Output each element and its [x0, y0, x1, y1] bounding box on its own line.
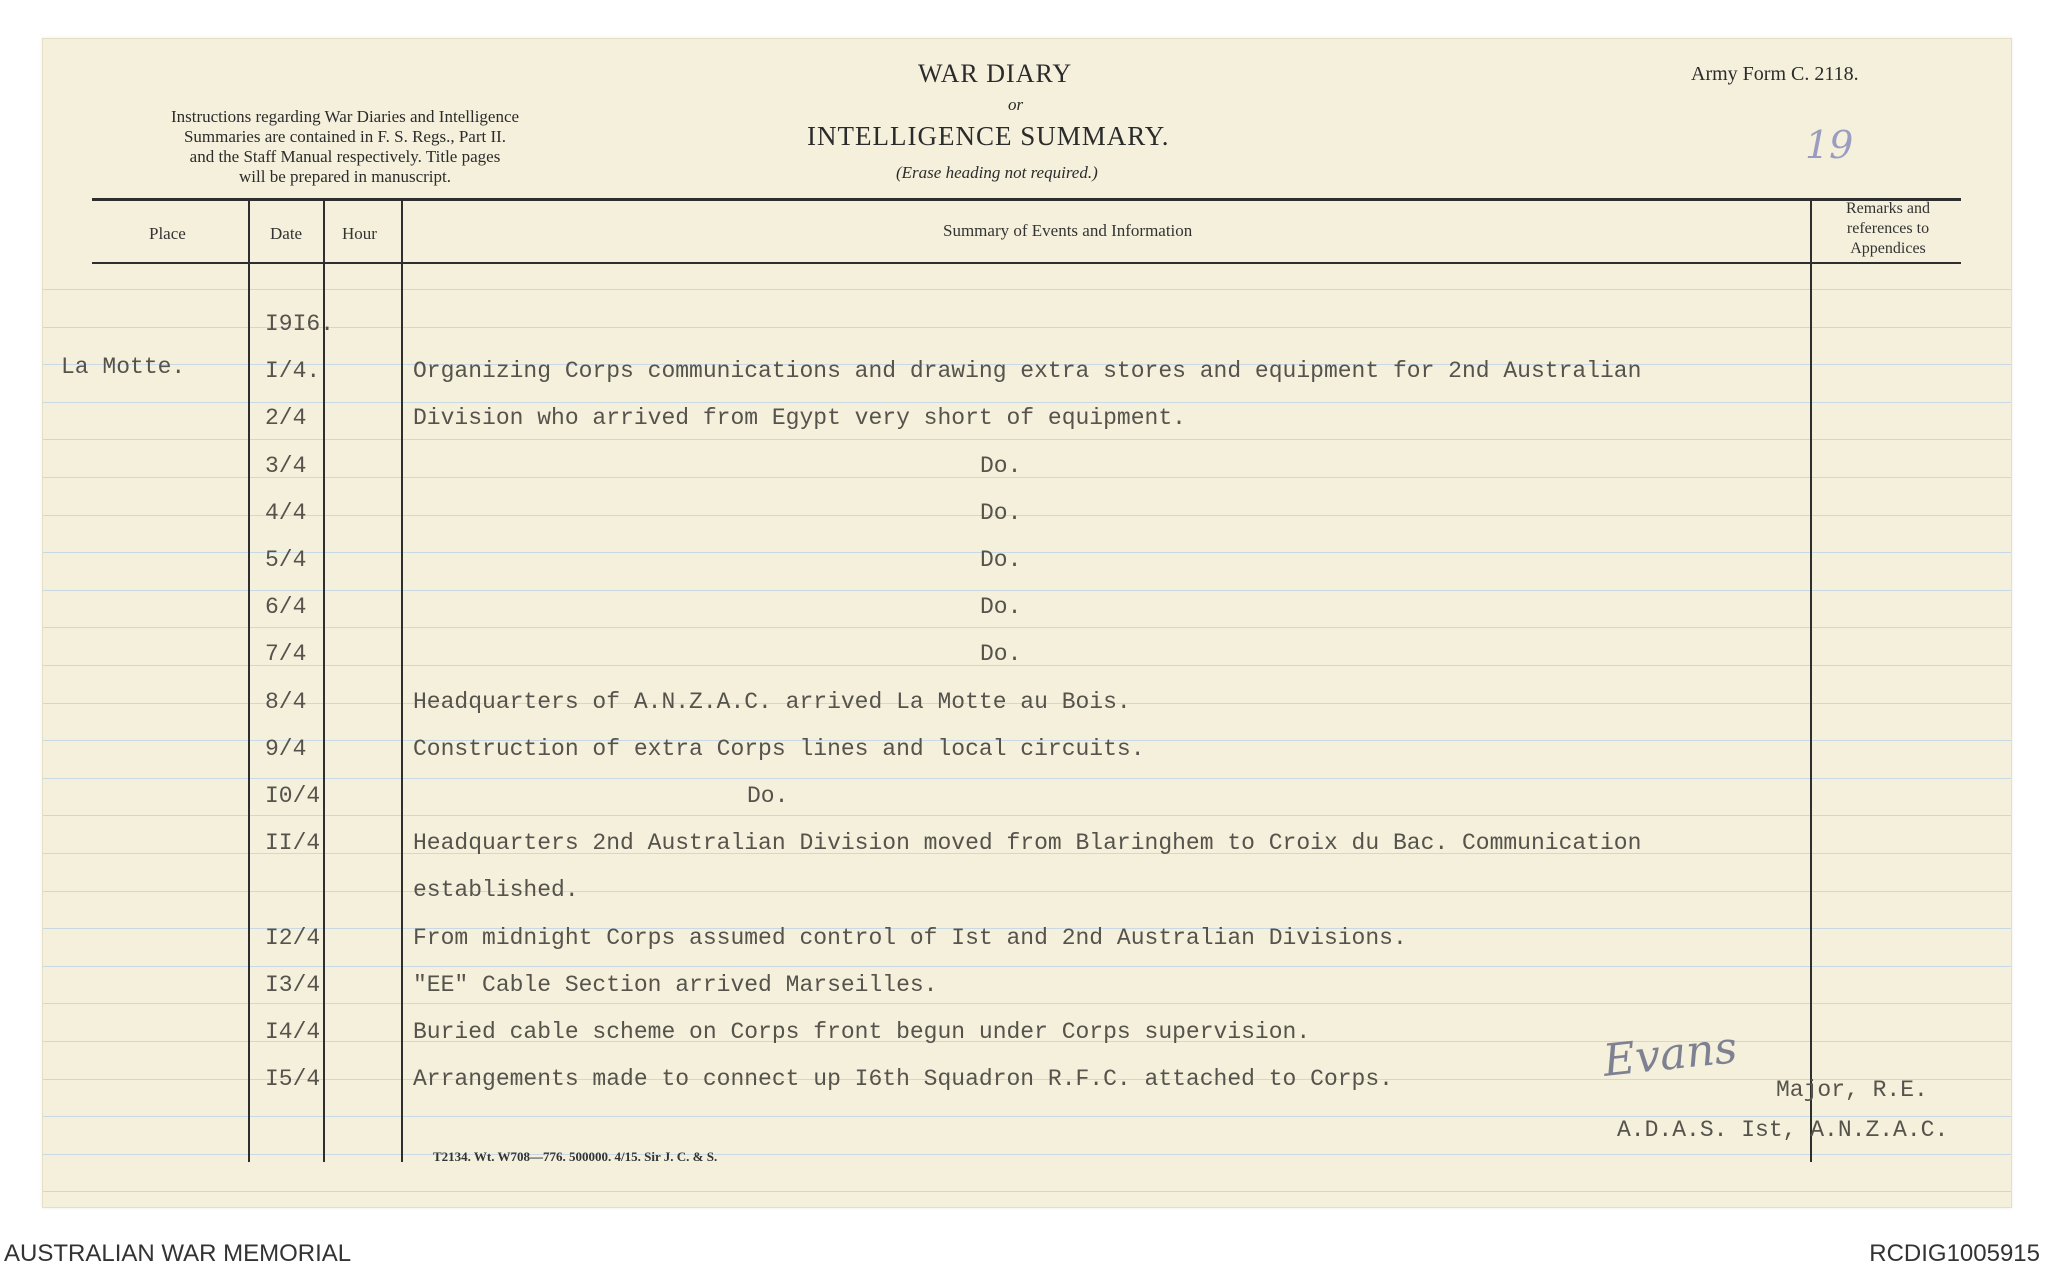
header-summary: Summary of Events and Information — [943, 221, 1193, 240]
instructions-line: Summaries are contained in F. S. Regs., Part II. — [183, 127, 507, 146]
header-remarks — [1813, 199, 1963, 259]
entry-date: 9/4 — [265, 736, 307, 762]
header-date: Date — [270, 224, 303, 243]
instructions-block — [135, 107, 555, 187]
instructions-line: and the Staff Manual respectively. Title pages — [189, 147, 501, 166]
entry-summary: Do. — [980, 453, 1022, 479]
ruled-line — [43, 778, 2011, 779]
entry-summary: Do. — [980, 594, 1022, 620]
header-remarks-line: Appendices — [1850, 240, 1926, 257]
entry-date: I4/4 — [265, 1019, 321, 1045]
entry-date: I/4. — [265, 358, 321, 384]
entry-place: La Motte. — [61, 354, 186, 380]
page-mark: 19 — [1805, 123, 1854, 167]
header-place: Place — [149, 224, 186, 243]
title-or: or — [1008, 95, 1024, 114]
entry-date: 4/4 — [265, 500, 307, 526]
signature-rank: Major, R.E. — [1776, 1077, 1928, 1103]
ruled-line — [43, 289, 2011, 290]
entry-summary: Arrangements made to connect up I6th Squadron R.F.C. attached to Corps. — [413, 1066, 1393, 1092]
ruled-line — [43, 515, 2011, 516]
footer-record-id: RCDIG1005915 — [1869, 1240, 2040, 1267]
entry-date: 2/4 — [265, 405, 307, 431]
entry-summary: Do. — [980, 547, 1022, 573]
ruled-line — [43, 1154, 2011, 1155]
ruled-line — [43, 439, 2011, 440]
entry-summary: From midnight Corps assumed control of Ist and 2nd Australian Divisions. — [413, 925, 1407, 951]
entry-summary: Buried cable scheme on Corps front begun under Corps supervision. — [413, 1019, 1311, 1045]
entry-date: I3/4 — [265, 972, 321, 998]
footer-institution: AUSTRALIAN WAR MEMORIAL — [4, 1240, 352, 1267]
entry-summary: Division who arrived from Egypt very short of equipment. — [413, 405, 1186, 431]
ruled-line — [43, 627, 2011, 628]
entry-date: I0/4 — [265, 783, 321, 809]
entry-date: 8/4 — [265, 689, 307, 715]
entry-summary: "EE" Cable Section arrived Marseilles. — [413, 972, 938, 998]
entry-date: 3/4 — [265, 453, 307, 479]
header-bottom-rule — [92, 262, 1961, 264]
printer-imprint: T2134. Wt. W708—776. 500000. 4/15. Sir J. C. & S. — [433, 1149, 718, 1164]
ruled-line — [43, 966, 2011, 967]
entry-date: 6/4 — [265, 594, 307, 620]
entry-summary: Do. — [747, 783, 789, 809]
entry-date: I5/4 — [265, 1066, 321, 1092]
entry-summary: Headquarters of A.N.Z.A.C. arrived La Motte au Bois. — [413, 689, 1131, 715]
header-remarks-line: Remarks and — [1846, 200, 1930, 217]
title-intelligence-summary: INTELLIGENCE SUMMARY. — [807, 121, 1170, 151]
col-divider-date — [248, 200, 250, 1162]
ruled-line — [43, 327, 2011, 328]
entry-date: 7/4 — [265, 641, 307, 667]
signature-appointment: A.D.A.S. Ist, A.N.Z.A.C. — [1617, 1117, 1949, 1143]
ruled-line — [43, 891, 2011, 892]
ruled-line — [43, 477, 2011, 478]
entry-date: I9I6. — [265, 311, 335, 337]
entry-summary: Headquarters 2nd Australian Division moved from Blaringhem to Croix du Bac. Communication — [413, 830, 1642, 856]
ruled-line — [43, 552, 2011, 553]
entry-date: II/4 — [265, 830, 321, 856]
signature: Evans — [1600, 1022, 1740, 1087]
instructions-line: Instructions regarding War Diaries and Intelligence — [170, 107, 520, 126]
entry-summary: Do. — [980, 641, 1022, 667]
erase-note: (Erase heading not required.) — [896, 163, 1098, 182]
form-number: Army Form C. 2118. — [1691, 63, 1859, 85]
col-divider-remarks — [1810, 200, 1812, 1162]
header-remarks-line: references to — [1846, 220, 1930, 237]
instructions-line: will be prepared in manuscript. — [239, 167, 451, 186]
entry-summary: Organizing Corps communications and drawing extra stores and equipment for 2nd Australian — [413, 358, 1642, 384]
ruled-line — [43, 1003, 2011, 1004]
col-divider-summary — [401, 200, 403, 1162]
entry-summary: established. — [413, 877, 579, 903]
entry-date: I2/4 — [265, 925, 321, 951]
ruled-line — [43, 665, 2011, 666]
diary-page — [42, 38, 2012, 1208]
entry-date: 5/4 — [265, 547, 307, 573]
ruled-line — [43, 590, 2011, 591]
col-divider-hour — [323, 200, 325, 1162]
header-hour: Hour — [342, 224, 377, 243]
header-top-rule — [92, 198, 1961, 201]
ruled-line — [43, 815, 2011, 816]
title-war-diary: WAR DIARY — [918, 59, 1073, 88]
entry-summary: Do. — [980, 500, 1022, 526]
entry-summary: Construction of extra Corps lines and local circuits. — [413, 736, 1145, 762]
ruled-line — [43, 1191, 2011, 1192]
ruled-line — [43, 402, 2011, 403]
